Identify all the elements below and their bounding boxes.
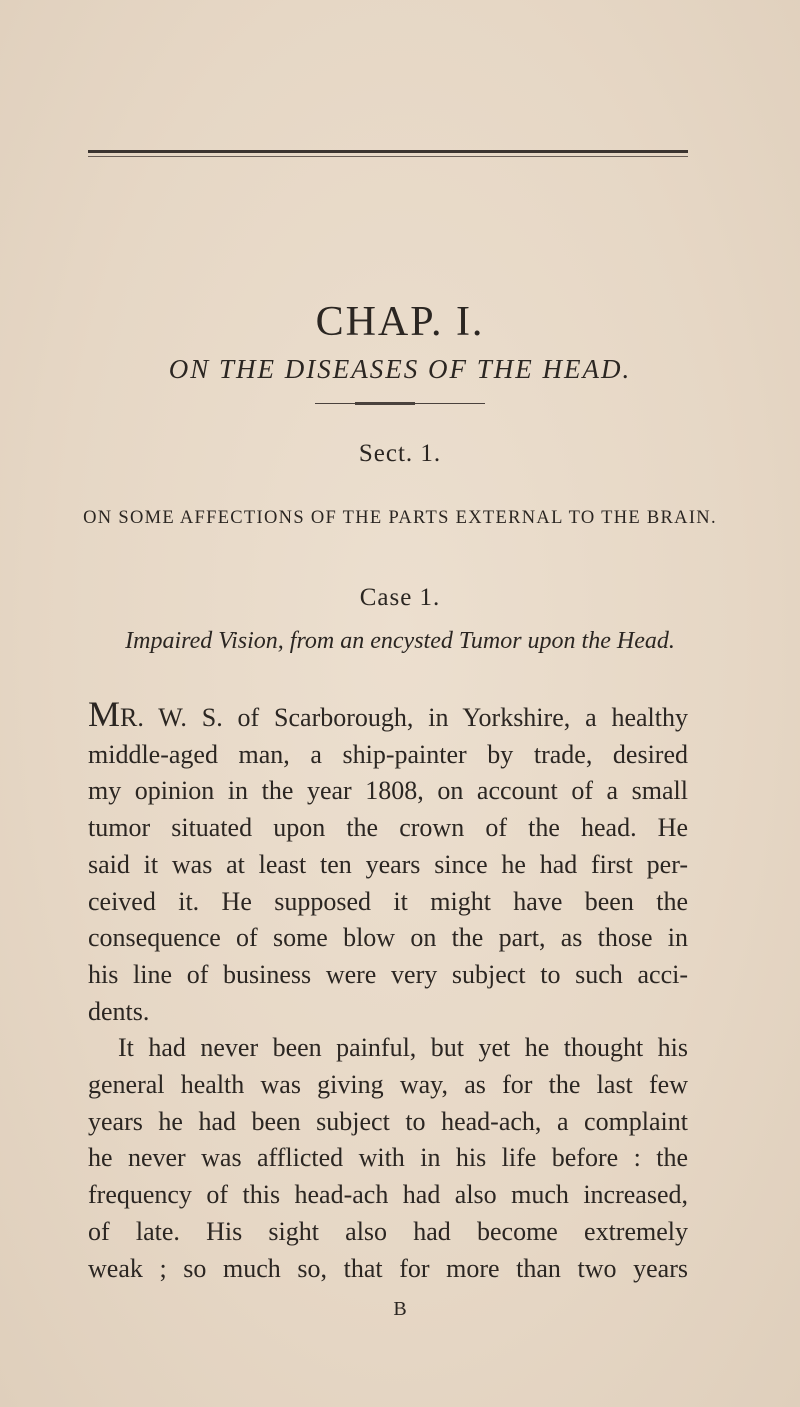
case-label: Case 1. bbox=[359, 584, 441, 611]
text-line: general health was giving way, as for the last few bbox=[88, 1070, 688, 1100]
body-text bbox=[88, 696, 688, 1287]
top-rule bbox=[88, 150, 688, 153]
text-line: years he had been subject to head-ach, a complaint bbox=[88, 1106, 688, 1136]
text-line-content: R. W. S. of Scarborough, in Yorkshire, a healthy bbox=[120, 703, 688, 732]
text-line: It had never been painful, but yet he thought his bbox=[118, 1033, 688, 1063]
text-line: he never was afflicted with in his life before : the bbox=[88, 1143, 688, 1173]
text-line: consequence of some blow on the part, as those in bbox=[88, 923, 688, 953]
text-line: of late. His sight also had become extremely bbox=[88, 1216, 688, 1246]
chapter-heading: CHAP. I. bbox=[315, 299, 485, 345]
text-line: my opinion in the year 1808, on account of a small bbox=[88, 776, 688, 806]
text-line: his line of business were very subject to such acci- bbox=[88, 959, 688, 989]
text-line: frequency of this head-ach had also much increased, bbox=[88, 1180, 688, 1210]
section-title: ON SOME AFFECTIONS OF THE PARTS EXTERNAL TO THE BRAIN. bbox=[83, 508, 717, 528]
text-line: said it was at least ten years since he had first per- bbox=[88, 849, 688, 879]
ornamental-divider bbox=[315, 403, 485, 404]
text-line bbox=[88, 696, 688, 737]
text-line: tumor situated upon the crown of the head. He bbox=[88, 813, 688, 843]
text-line: middle-aged man, a ship-painter by trade, desired bbox=[88, 739, 688, 769]
signature-mark: B bbox=[393, 1298, 407, 1320]
text-line: dents. bbox=[88, 996, 150, 1026]
chapter-subtitle: ON THE DISEASES OF THE HEAD. bbox=[168, 354, 632, 384]
case-title: Impaired Vision, from an encysted Tumor upon the Head. bbox=[125, 628, 675, 654]
text-line: weak ; so much so, that for more than two years bbox=[88, 1253, 688, 1283]
section-label: Sect. 1. bbox=[358, 440, 442, 467]
drop-cap: M bbox=[88, 694, 121, 734]
text-line: ceived it. He supposed it might have been the bbox=[88, 886, 688, 916]
